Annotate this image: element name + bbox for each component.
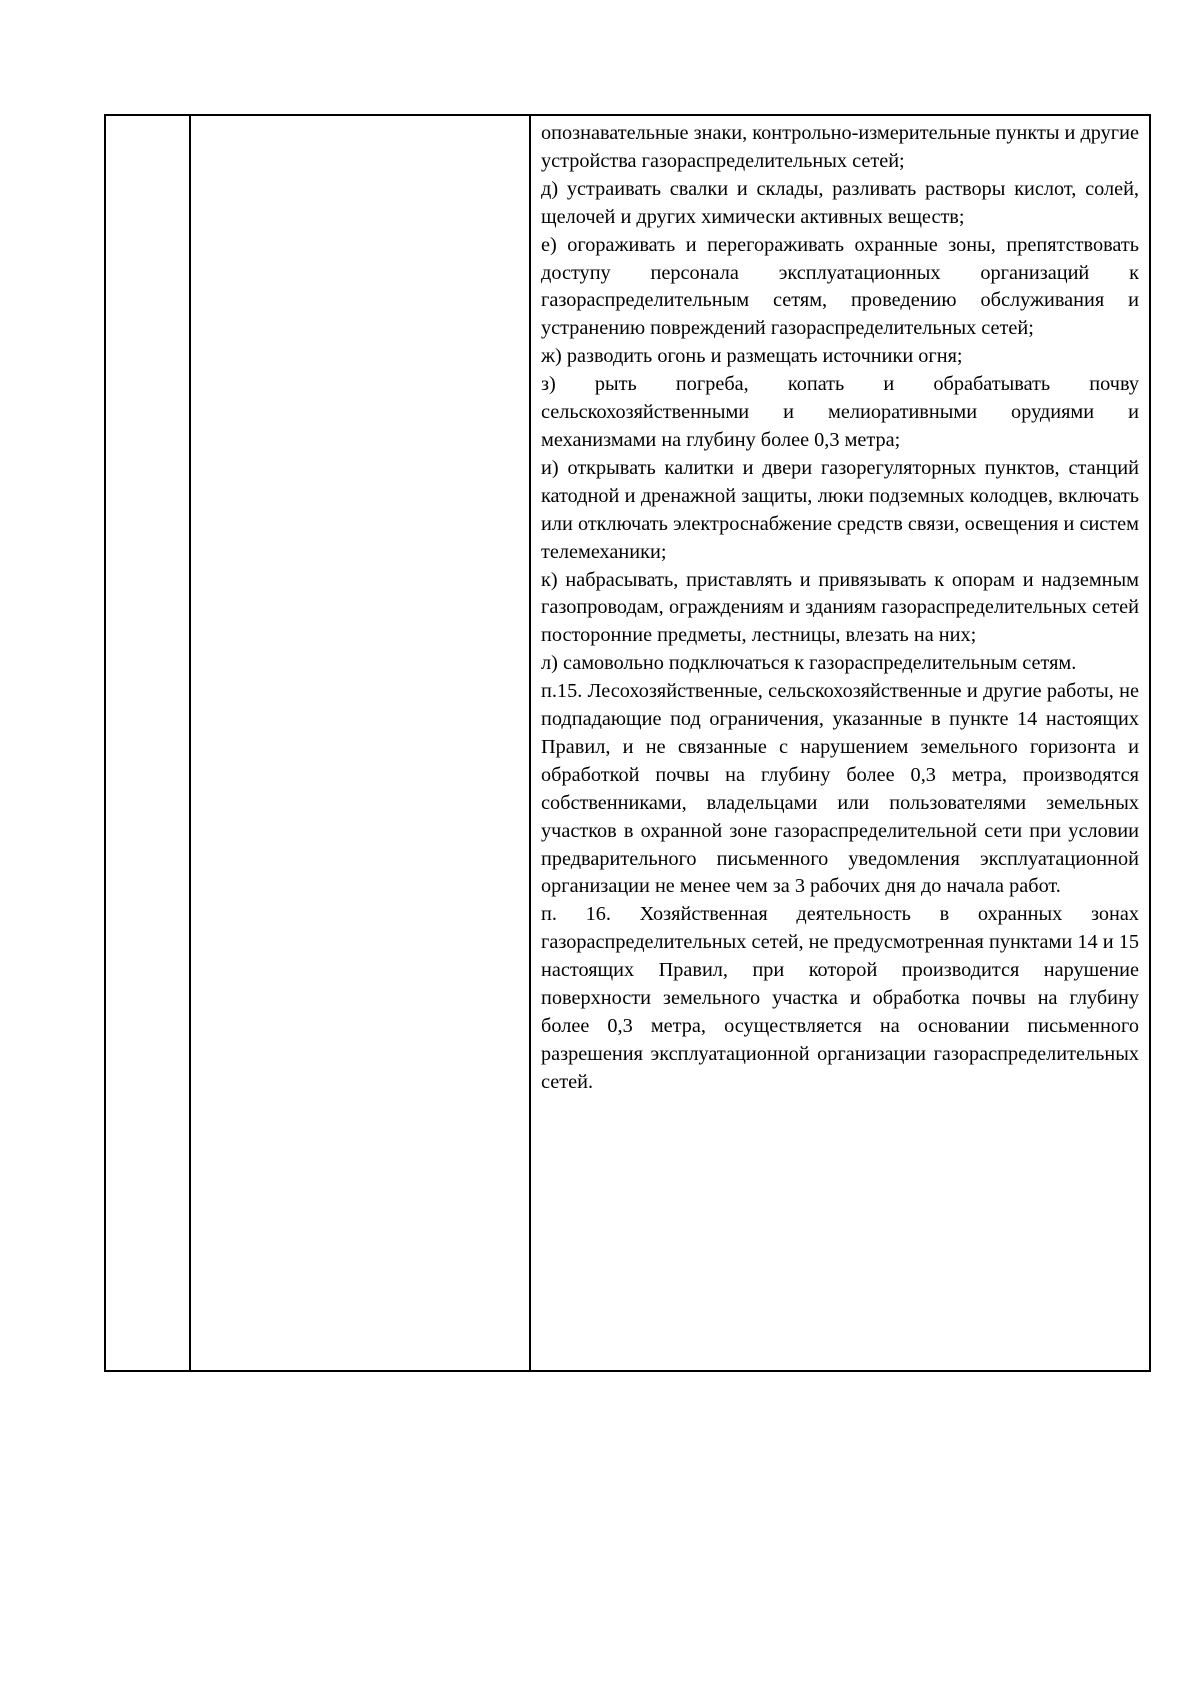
paragraph: ж) разводить огонь и размещать источники огня; — [541, 345, 963, 368]
paragraph: д) устраивать свалки и склады, разливать растворы кислот, солей, щелочей и других химически активных веществ; — [541, 177, 1139, 228]
paragraph: опознавательные знаки, контрольно-измерительные пункты и другие устройства газораспределительных сетей; — [541, 122, 1139, 172]
paragraph: л) самовольно подключаться к газораспределительным сетям. — [541, 652, 1077, 675]
paragraph: к) набрасывать, приставлять и привязывать к опорам и надземным газопроводам, ограждениям и зданиям газораспределительных сетей посторонние предметы, лестницы, влезать на них; — [541, 568, 1139, 647]
table-cell-title — [191, 116, 531, 1370]
table-cell-content — [531, 116, 1149, 1370]
regulation-table — [104, 114, 1151, 1372]
table-cell-number — [106, 116, 191, 1370]
paragraph: п.15. Лесохозяйственные, сельскохозяйственные и другие работы, не подпадающие под ограничения, указанные в пункте 14 настоящих Правил, и не связанные с нарушением земельного горизонта и обработкой почвы на глубину более 0,3 метра, производятся собственниками, владельцами или пользователями земельных участков в охранной зоне газораспределительной сети при условии предварительного письменного уведомления эксплуатационной организации не менее чем за 3 рабочих дня до начала работ. — [541, 680, 1139, 898]
paragraph: е) огораживать и перегораживать охранные зоны, препятствовать доступу персонала эксплуатационных организаций к газораспределительным сетям, проведению обслуживания и устранению повреждений газораспределительных сетей; — [541, 233, 1139, 340]
paragraph: п. 16. Хозяйственная деятельность в охранных зонах газораспределительных сетей, не предусмотренная пунктами 14 и 15 настоящих Правил, при которой производится нарушение поверхности земельного участка и обработка почвы на глубину более 0,3 метра, осуществляется на основании письменного разрешения эксплуатационной организации газораспределительных сетей. — [541, 903, 1139, 1093]
paragraph: з) рыть погреба, копать и обрабатывать почву сельскохозяйственными и мелиоративными орудиями и механизмами на глубину более 0,3 метра; — [541, 373, 1139, 451]
paragraph: и) открывать калитки и двери газорегуляторных пунктов, станций катодной и дренажной защиты, люки подземных колодцев, включать или отключать электроснабжение средств связи, освещения и систем телемеханики; — [541, 456, 1139, 563]
